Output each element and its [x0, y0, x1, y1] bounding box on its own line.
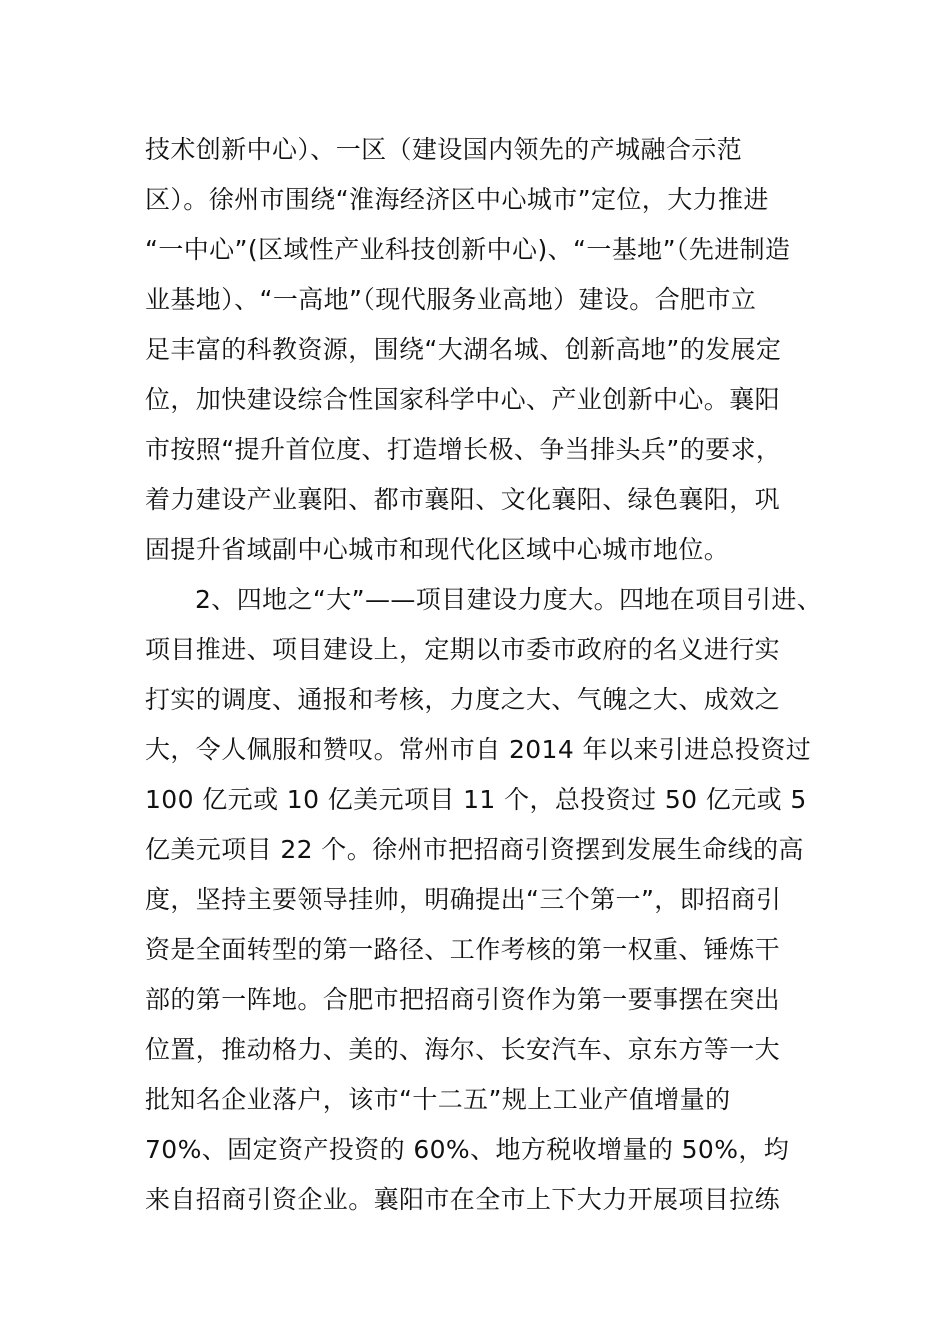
text-line: 度，坚持主要领导挂帅，明确提出“三个第一”，即招商引 — [145, 885, 782, 914]
text-line: 位，加快建设综合性国家科学中心、产业创新中心。襄阳 — [145, 385, 781, 414]
text-line: 打实的调度、通报和考核，力度之大、气魄之大、成效之 — [145, 685, 781, 714]
text-line: 批知名企业落户，该市“十二五”规上工业产值增量的 — [145, 1085, 731, 1114]
text-line: 足丰富的科教资源，围绕“大湖名城、创新高地”的发展定 — [145, 335, 782, 364]
paragraph-start-line: 2、四地之“大”——项目建设力度大。四地在项目引进、 — [195, 585, 823, 614]
text-line: 资是全面转型的第一路径、工作考核的第一权重、锤炼干 — [145, 935, 781, 964]
text-line: 100 亿元或 10 亿美元项目 11 个，总投资过 50 亿元或 5 — [145, 785, 807, 814]
text-line: 部的第一阵地。合肥市把招商引资作为第一要事摆在突出 — [145, 985, 781, 1014]
text-line: 技术创新中心）、一区（建设国内领先的产城融合示范 — [145, 135, 743, 164]
text-line: 大，令人佩服和赞叹。常州市自 2014 年以来引进总投资过 — [145, 735, 812, 764]
text-line: 业基地）、“一高地”（现代服务业高地）建设。合肥市立 — [145, 285, 757, 314]
text-line: 固提升省域副中心城市和现代化区域中心城市地位。 — [145, 535, 730, 564]
text-line: 项目推进、项目建设上，定期以市委市政府的名义进行实 — [145, 635, 781, 664]
text-line: 亿美元项目 22 个。徐州市把招商引资摆到发展生命线的高 — [145, 835, 804, 864]
text-line: 来自招商引资企业。襄阳市在全市上下大力开展项目拉练 — [145, 1185, 781, 1214]
body-text — [145, 125, 823, 1225]
text-line: 市按照“提升首位度、打造增长极、争当排头兵”的要求， — [145, 435, 782, 464]
text-line: 区）。徐州市围绕“淮海经济区中心城市”定位，大力推进 — [145, 185, 769, 214]
text-line: 位置，推动格力、美的、海尔、长安汽车、京东方等一大 — [145, 1035, 781, 1064]
text-line: 70%、固定资产投资的 60%、地方税收增量的 50%，均 — [145, 1135, 790, 1164]
text-line: 着力建设产业襄阳、都市襄阳、文化襄阳、绿色襄阳，巩 — [145, 485, 781, 514]
text-line: “一中心”(区域性产业科技创新中心)、“一基地”（先进制造 — [145, 235, 791, 264]
